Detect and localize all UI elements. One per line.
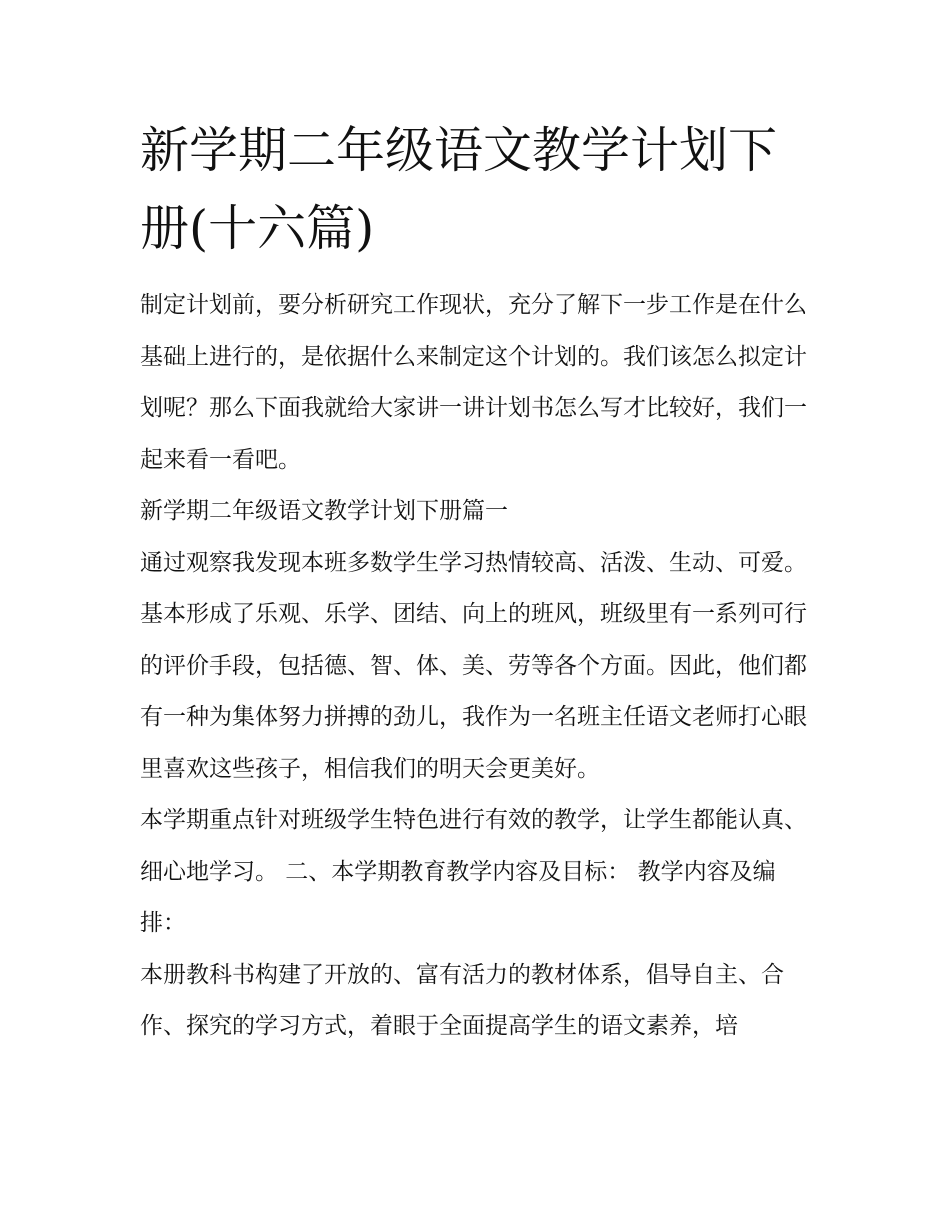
section-heading: 新学期二年级语文教学计划下册篇一	[140, 498, 508, 524]
body-paragraph: 本册教科书构建了开放的、富有活力的教材体系，倡导自主、合作、探究的学习方式，着眼于全面提高学生的语文素养，培	[140, 961, 784, 1039]
title-block	[140, 112, 812, 268]
body-paragraph: 本学期重点针对班级学生特色进行有效的教学，让学生都能认真、细心地学习。 二、本学期教育教学内容及目标： 教学内容及编排：	[140, 807, 807, 936]
document-body	[140, 112, 812, 1053]
intro-paragraph: 制定计划前，要分析研究工作现状，充分了解下一步工作是在什么基础上进行的，是依据什么来制定这个计划的。我们该怎么拟定计划呢？那么下面我就给大家讲一讲计划书怎么写才比较好，我们一起来看一看吧。	[140, 292, 807, 473]
body-paragraph: 通过观察我发现本班多数学生学习热情较高、活泼、生动、可爱。基本形成了乐观、乐学、团结、向上的班风，班级里有一系列可行的评价手段，包括德、智、体、美、劳等各个方面。因此，他们都有一种为集体努力拼搏的劲儿，我作为一名班主任语文老师打心眼里喜欢这些孩子，相信我们的明天会更美好。	[140, 549, 807, 782]
document-title: 新学期二年级语文教学计划下册(十六篇)	[140, 122, 778, 257]
